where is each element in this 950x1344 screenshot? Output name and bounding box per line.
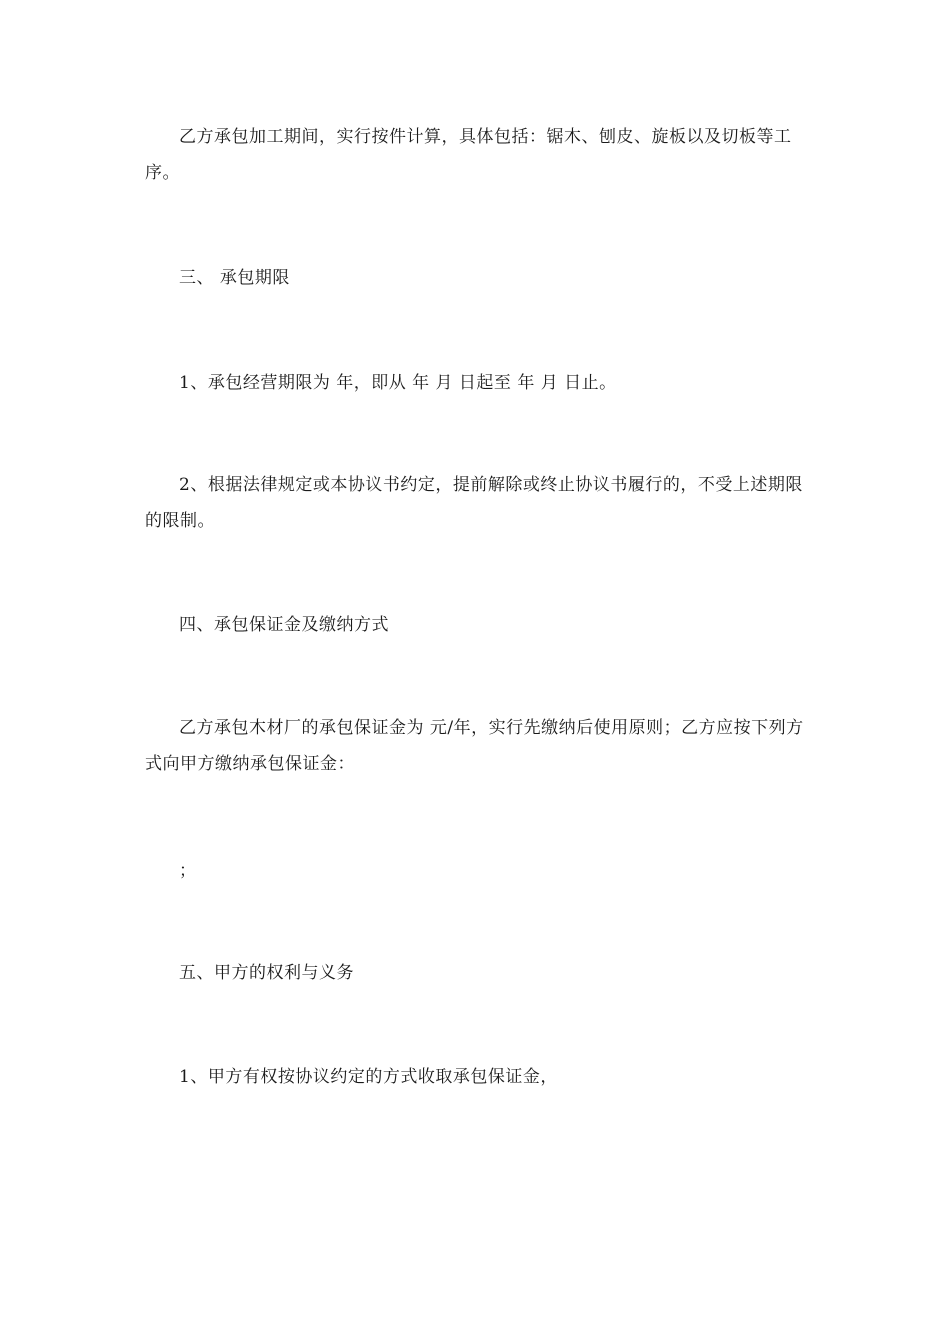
paragraph-term-duration: 1、承包经营期限为 年，即从 年 月 日起至 年 月 日止。 xyxy=(179,373,617,393)
section-heading-deposit: 四、承包保证金及缴纳方式 xyxy=(179,615,389,635)
paragraph-deposit-amount: 乙方承包木材厂的承包保证金为 元/年，实行先缴纳后使用原则；乙方应按下列方式向甲方缴纳承包保证金： xyxy=(145,718,804,774)
paragraph-processing-method: 乙方承包加工期间，实行按件计算，具体包括：锯木、刨皮、旋板以及切板等工序。 xyxy=(145,127,792,183)
section-heading-contract-term: 三、 承包期限 xyxy=(179,268,290,288)
section-heading-party-a-rights: 五、甲方的权利与义务 xyxy=(179,963,354,983)
paragraph-early-termination: 2、根据法律规定或本协议书约定，提前解除或终止协议书履行的，不受上述期限的限制。 xyxy=(145,475,803,531)
paragraph-party-a-right-1: 1、甲方有权按协议约定的方式收取承包保证金， xyxy=(179,1067,558,1087)
paragraph-blank-item: ； xyxy=(179,861,197,881)
